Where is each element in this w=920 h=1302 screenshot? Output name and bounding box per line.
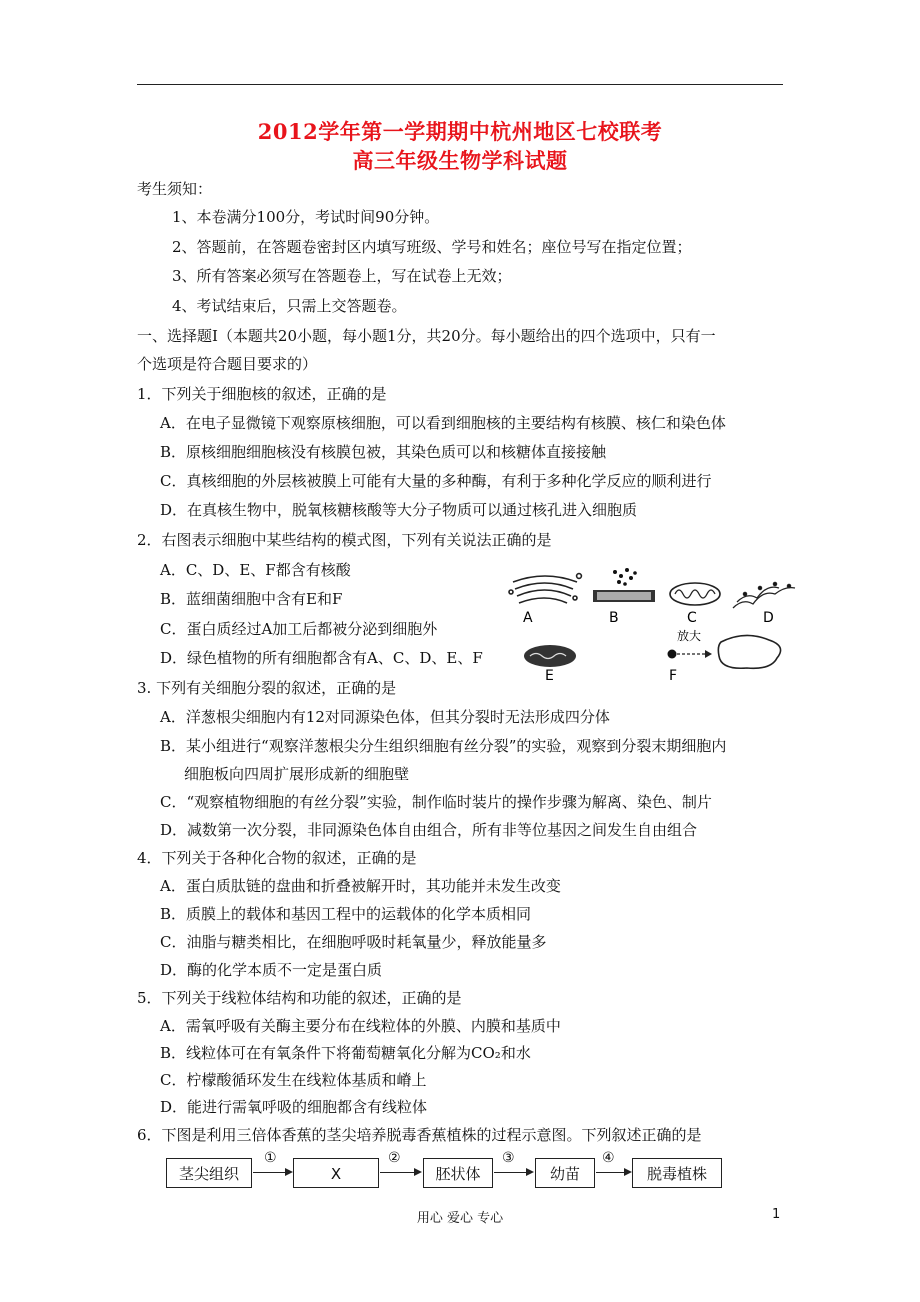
option: A．蛋白质肽链的盘曲和折叠被解开时，其功能并未发生改变: [160, 877, 561, 895]
flow-step: ④: [602, 1150, 615, 1166]
diagram-label-f: F: [669, 668, 678, 684]
flow-arrow: [253, 1172, 291, 1173]
er-ribosome-shape: [593, 568, 655, 602]
flow-step: ②: [388, 1150, 401, 1166]
notice-item: 3、所有答案必须写在答题卷上，写在试卷上无效；: [172, 267, 512, 285]
flow-box: X: [293, 1158, 379, 1188]
mitochondrion-shape: [670, 583, 720, 605]
question-stem: 5．下列关于线粒体结构和功能的叙述，正确的是: [137, 989, 462, 1007]
option: D．酶的化学本质不一定是蛋白质: [160, 961, 383, 979]
option-continuation: 细胞板向四周扩展形成新的细胞壁: [184, 765, 410, 783]
question-stem: 3. 下列有关细胞分裂的叙述，正确的是: [137, 679, 397, 697]
question-stem: 1．下列关于细胞核的叙述，正确的是: [137, 385, 387, 403]
option: B．某小组进行“观察洋葱根尖分生组织细胞有丝分裂”的实验，观察到分裂末期细胞内: [160, 737, 727, 755]
diagram-label-b: B: [609, 610, 619, 626]
process-flowchart: [160, 1152, 730, 1198]
exam-subtitle: 高三年级生物学科试题: [352, 148, 568, 173]
diagram-label-c: C: [687, 610, 697, 626]
option: D．绿色植物的所有细胞都含有A、C、D、E、F: [160, 649, 483, 667]
flow-box: 茎尖组织: [166, 1158, 252, 1188]
section-heading: 一、选择题Ⅰ（本题共20小题，每小题1分，共20分。每小题给出的四个选项中，只有一: [137, 327, 716, 345]
er-rough-shape: [733, 582, 795, 608]
chloroplast-shape: [524, 645, 576, 667]
option: B．原核细胞细胞核没有核膜包被，其染色质可以和核糖体直接接触: [160, 443, 607, 461]
option: C．柠檬酸循环发生在线粒体基质和嵴上: [160, 1071, 427, 1089]
diagram-label-e: E: [545, 668, 554, 684]
diagram-magnify-label: 放大: [677, 629, 702, 643]
option: D．减数第一次分裂，非同源染色体自由组合，所有非等位基因之间发生自由组合: [160, 821, 698, 839]
flow-box: 胚状体: [423, 1158, 493, 1188]
option: C．“观察植物细胞的有丝分裂”实验，制作临时装片的操作步骤为解离、染色、制片: [160, 793, 712, 811]
question-stem: 2．右图表示细胞中某些结构的模式图，下列有关说法正确的是: [137, 531, 552, 549]
page-number: 1: [772, 1207, 781, 1222]
question-stem: 4．下列关于各种化合物的叙述，正确的是: [137, 849, 417, 867]
option: D．能进行需氧呼吸的细胞都含有线粒体: [160, 1098, 428, 1116]
exam-title: 2012学年第一学期期中杭州地区七校联考: [257, 119, 663, 144]
notice-item: 4、考试结束后，只需上交答题卷。: [172, 297, 407, 315]
header-rule: [137, 84, 783, 85]
option: B．蓝细菌细胞中含有E和F: [160, 590, 343, 608]
notice-heading: 考生须知：: [137, 180, 213, 198]
flow-box: 幼苗: [535, 1158, 595, 1188]
option: B．质膜上的载体和基因工程中的运载体的化学本质相同: [160, 905, 532, 923]
option: D．在真核生物中，脱氧核糖核酸等大分子物质可以通过核孔进入细胞质: [160, 501, 638, 519]
golgi-shape: [509, 574, 581, 603]
organelle-diagram: [505, 564, 805, 684]
option: A．C、D、E、F都含有核酸: [160, 561, 351, 579]
option: C．真核细胞的外层核被膜上可能有大量的多种酶，有利于多种化学反应的顺利进行: [160, 472, 712, 490]
organelle-diagram-svg: [505, 564, 805, 684]
page-footer: 用心 爱心 专心: [416, 1211, 504, 1226]
option: C．蛋白质经过A加工后都被分泌到细胞外: [160, 620, 438, 638]
flow-step: ①: [264, 1150, 277, 1166]
flow-step: ③: [502, 1150, 515, 1166]
question-stem: 6．下图是利用三倍体香蕉的茎尖培养脱毒香蕉植株的过程示意图。下列叙述正确的是: [137, 1126, 702, 1144]
option: B．线粒体可在有氧条件下将葡萄糖氧化分解为CO₂和水: [160, 1044, 531, 1062]
flow-arrow: [596, 1172, 630, 1173]
option: A．在电子显微镜下观察原核细胞，可以看到细胞核的主要结构有核膜、核仁和染色体: [160, 414, 726, 432]
notice-item: 1、本卷满分100分，考试时间90分钟。: [172, 208, 440, 226]
section-heading-cont: 个选项是符合题目要求的）: [137, 355, 318, 373]
flow-arrow: [380, 1172, 420, 1173]
option: A．洋葱根尖细胞内有12对同源染色体，但其分裂时无法形成四分体: [160, 708, 610, 726]
option: C．油脂与糖类相比，在细胞呼吸时耗氧量少，释放能量多: [160, 933, 547, 951]
notice-item: 2、答题前，在答题卷密封区内填写班级、学号和姓名；座位号写在指定位置；: [172, 238, 692, 256]
option: A．需氧呼吸有关酶主要分布在线粒体的外膜、内膜和基质中: [160, 1017, 561, 1035]
diagram-label-a: A: [523, 610, 533, 626]
flow-arrow: [494, 1172, 532, 1173]
diagram-label-d: D: [763, 610, 774, 626]
flow-box: 脱毒植株: [632, 1158, 722, 1188]
